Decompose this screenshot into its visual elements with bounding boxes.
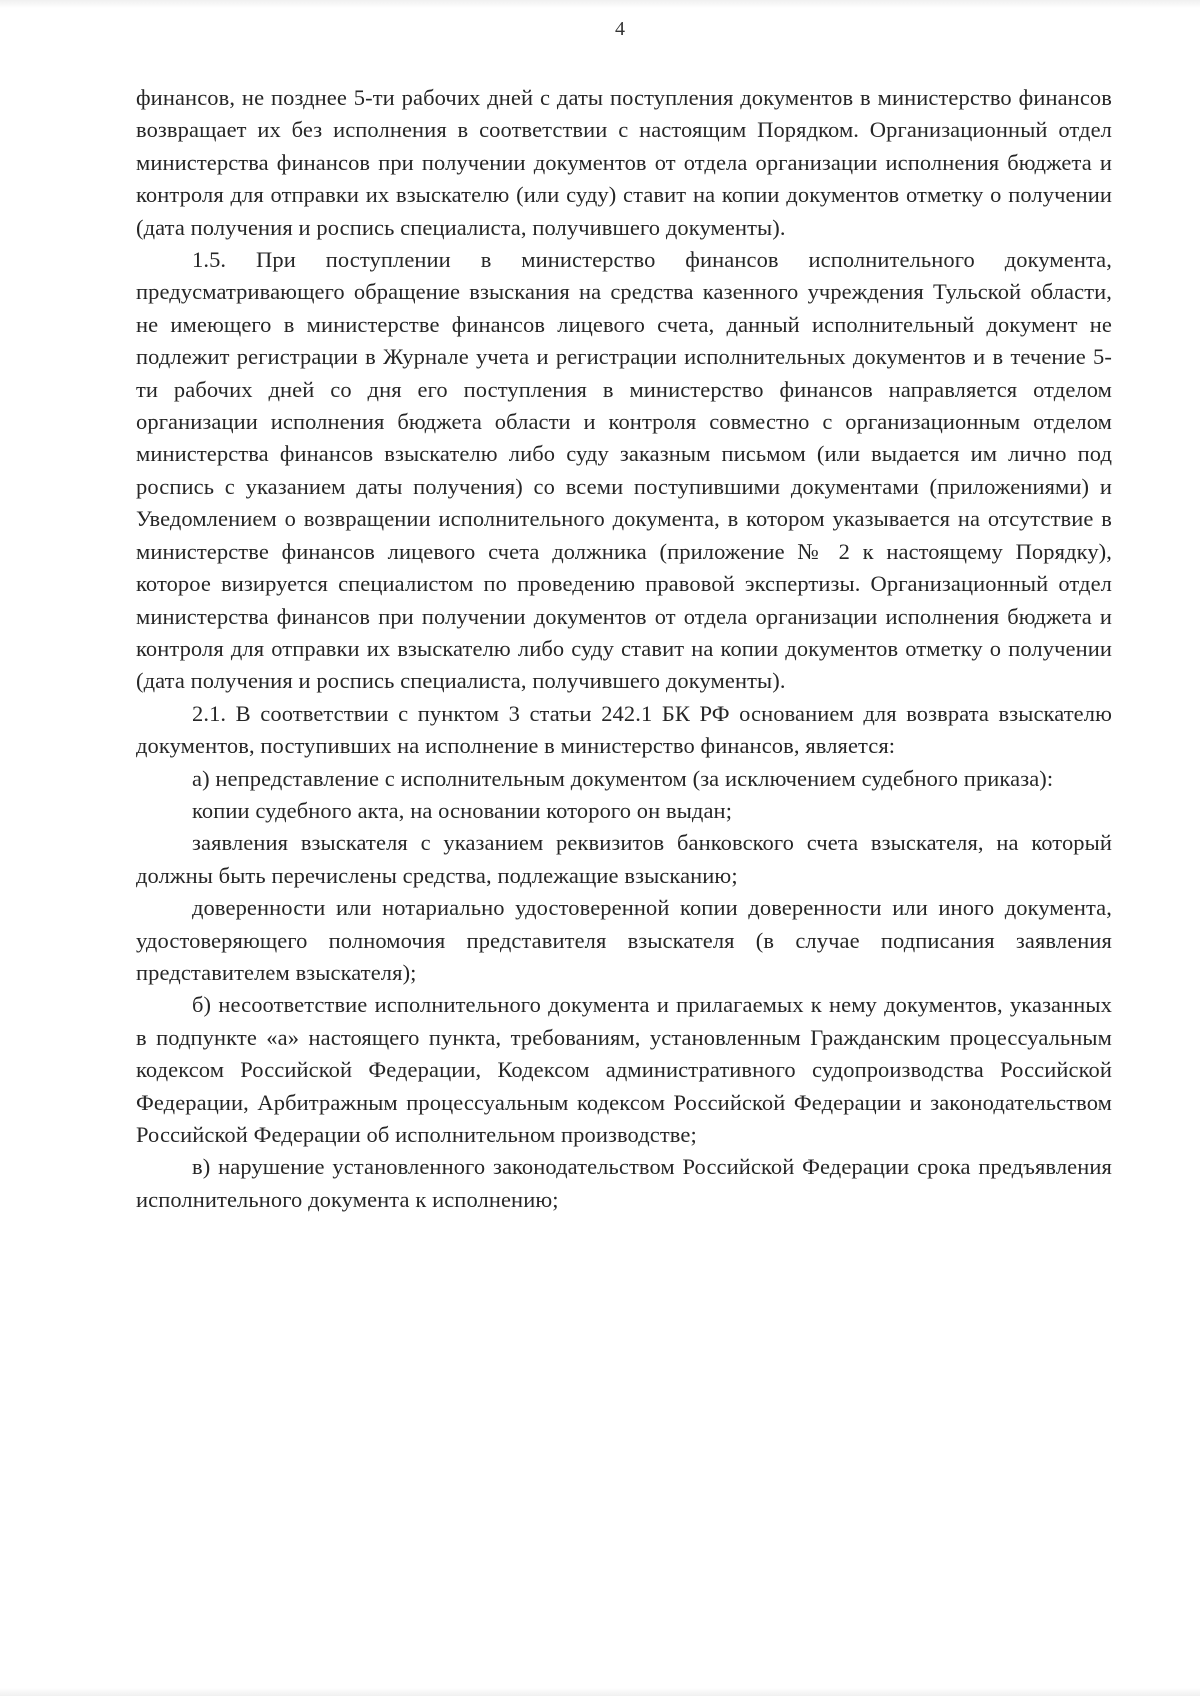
subitem-a: а) непредставление с исполнительным документом (за исключением судебного приказа): (192, 765, 1054, 791)
scan-top-edge (0, 0, 1200, 8)
subitem-a-power-of-attorney: доверенности или нотариально удостоверенной копии доверенности или иного документа, удостоверяющего полномочия представителя взыскателя (в случае подписания заявления представителем взыскателя); (136, 895, 1112, 985)
subitem-v: в) нарушение установленного законодательством Российской Федерации срока предъявления исполнительного документа к исполнению; (136, 1154, 1112, 1212)
document-body (136, 82, 1112, 1216)
paragraph-1-5: 1.5. При поступлении в министерство финансов исполнительного документа, предусматривающего обращение взыскания на средства казенного учреждения Тульской области, не имеющего в министерстве финансов лицевого счета, данный исполнительный документ не подлежит регистрации в Журнале учета и регистрации исполнительных документов и в течение 5-ти рабочих дней со дня его поступления в министерство финансов направляется отделом организации исполнения бюджета области и контроля совместно с организационным отделом министерства финансов взыскателю либо суду заказным письмом (или выдается им лично под роспись с указанием даты получения) со всеми поступившими документами (приложениями) и Уведомлением о возвращении исполнительного документа, в котором указывается на отсутствие в министерстве финансов лицевого счета должника (приложение № 2 к настоящему Порядку), которое визируется специалистом по проведению правовой экспертизы. Организационный отдел министерства финансов при получении документов от отдела организации исполнения бюджета и контроля для отправки их взыскателю либо суду ставит на копии документов отметку о получении (дата получения и роспись специалиста, получившего документы). (136, 247, 1112, 694)
subitem-a-court-act: копии судебного акта, на основании которого он выдан; (192, 797, 733, 823)
subitem-a-claim-statement: заявления взыскателя с указанием реквизитов банковского счета взыскателя, на который должны быть перечислены средства, подлежащие взысканию; (136, 830, 1112, 888)
subitem-b: б) несоответствие исполнительного документа и прилагаемых к нему документов, указанных в подпункте «а» настоящего пункта, требованиям, установленным Гражданским процессуальным кодексом Российской Федерации, Кодексом административного судопроизводства Российской Федерации, Арбитражным процессуальным кодексом Российской Федерации и законодательством Российской Федерации об исполнительном производстве; (136, 992, 1112, 1147)
scan-bottom-edge (0, 1688, 1200, 1696)
page-number: 4 (615, 18, 625, 40)
paragraph-continuation: финансов, не позднее 5-ти рабочих дней с даты поступления документов в министерство финансов возвращает их без исполнения в соответствии с настоящим Порядком. Организационный отдел министерства финансов при получении документов от отдела организации исполнения бюджета и контроля для отправки их взыскателю (или суду) ставит на копии документов отметку о получении (дата получения и роспись специалиста, получившего документы). (136, 85, 1112, 240)
paragraph-2-1: 2.1. В соответствии с пунктом 3 статьи 242.1 БК РФ основанием для возврата взыскателю документов, поступивших на исполнение в министерство финансов, является: (136, 700, 1112, 759)
